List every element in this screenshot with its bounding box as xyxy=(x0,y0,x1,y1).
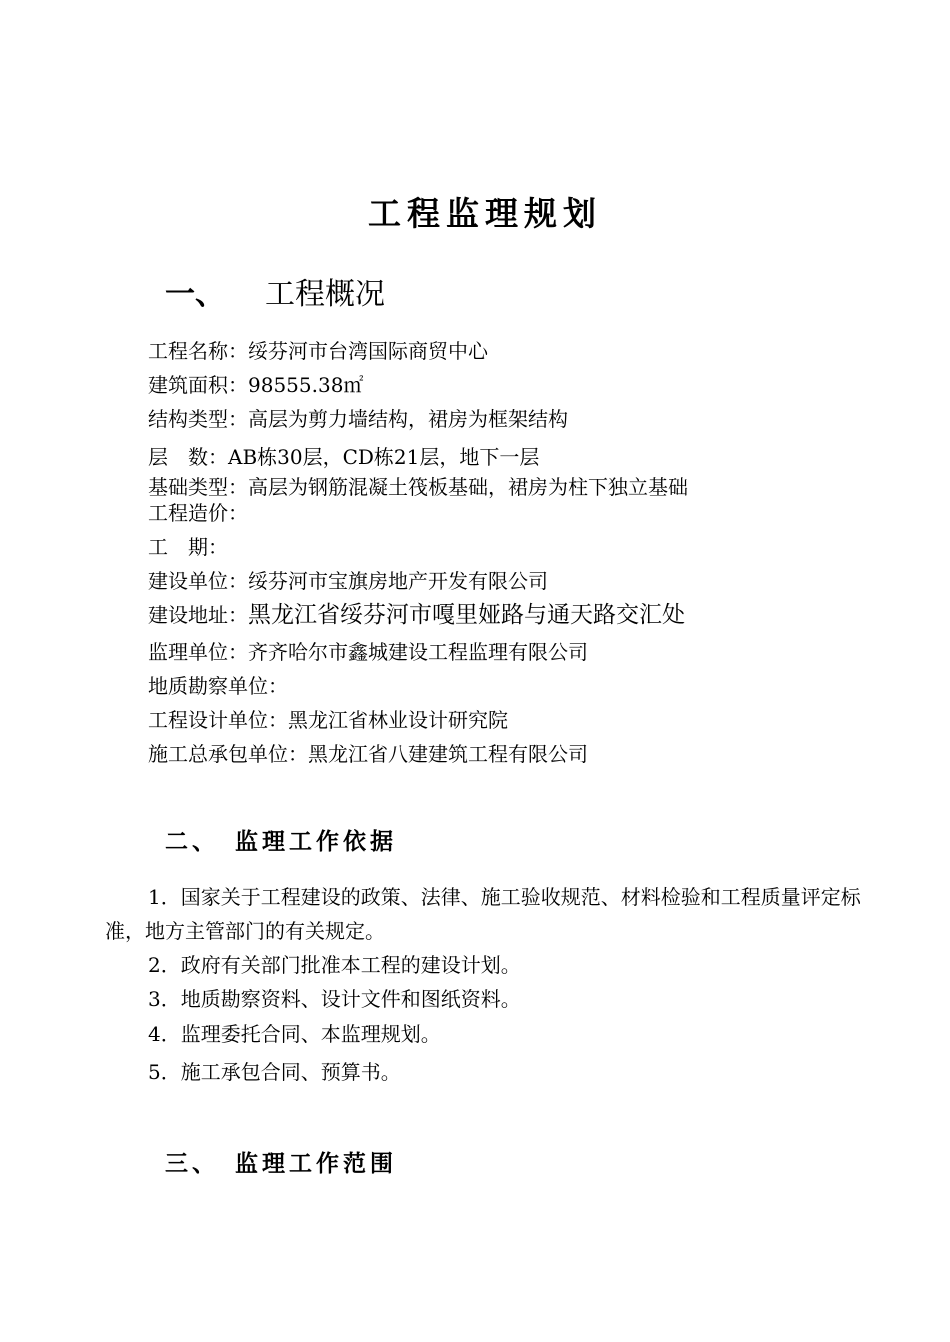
basis-item-4: 4．监理委托合同、本监理规划。 xyxy=(148,1022,441,1046)
address-value: 黑龙江省绥芬河市嘎里娅路与通天路交汇处 xyxy=(248,602,685,628)
info-survey-unit: 地质勘察单位： xyxy=(148,674,288,698)
info-owner: 建设单位：绥芬河市宝旗房地产开发有限公司 xyxy=(148,569,548,593)
info-foundation-type: 基础类型：高层为钢筋混凝土筏板基础，裙房为柱下独立基础 xyxy=(148,475,688,499)
basis-item-1: 1．国家关于工程建设的政策、法律、施工验收规范、材料检验和工程质量评定标准，地方主管部门的有关规定。 xyxy=(105,885,861,943)
basis-item-5: 5．施工承包合同、预算书。 xyxy=(148,1060,401,1084)
basis-item-3: 3．地质勘察资料、设计文件和图纸资料。 xyxy=(148,987,521,1011)
section-number: 二、 xyxy=(165,828,219,855)
address-label: 建设地址： xyxy=(148,603,248,627)
section-number: 三、 xyxy=(165,1150,219,1177)
section-heading-overview xyxy=(165,275,385,315)
section-heading-basis xyxy=(165,826,397,858)
section-title: 监理工作范围 xyxy=(235,1150,397,1177)
info-address xyxy=(148,601,685,629)
basis-item-2: 2．政府有关部门批准本工程的建设计划。 xyxy=(148,953,521,977)
info-structure-type: 结构类型：高层为剪力墙结构，裙房为框架结构 xyxy=(148,407,568,431)
info-project-name: 工程名称：绥芬河市台湾国际商贸中心 xyxy=(148,339,488,363)
info-supervisor: 监理单位：齐齐哈尔市鑫城建设工程监理有限公司 xyxy=(148,640,588,664)
info-design-unit: 工程设计单位：黑龙江省林业设计研究院 xyxy=(148,708,508,732)
document-title: 工程监理规划 xyxy=(368,194,602,233)
info-building-area: 建筑面积：98555.38㎡ xyxy=(148,373,364,397)
info-floors: 层 数：AB栋30层，CD栋21层，地下一层 xyxy=(148,445,540,469)
section-heading-scope xyxy=(165,1148,397,1180)
section-number: 一、 xyxy=(165,277,225,312)
section-title: 工程概况 xyxy=(265,277,385,312)
info-duration: 工 期： xyxy=(148,535,228,559)
section-title: 监理工作依据 xyxy=(235,828,397,855)
info-project-cost: 工程造价： xyxy=(148,501,248,525)
info-contractor: 施工总承包单位：黑龙江省八建建筑工程有限公司 xyxy=(148,742,588,766)
